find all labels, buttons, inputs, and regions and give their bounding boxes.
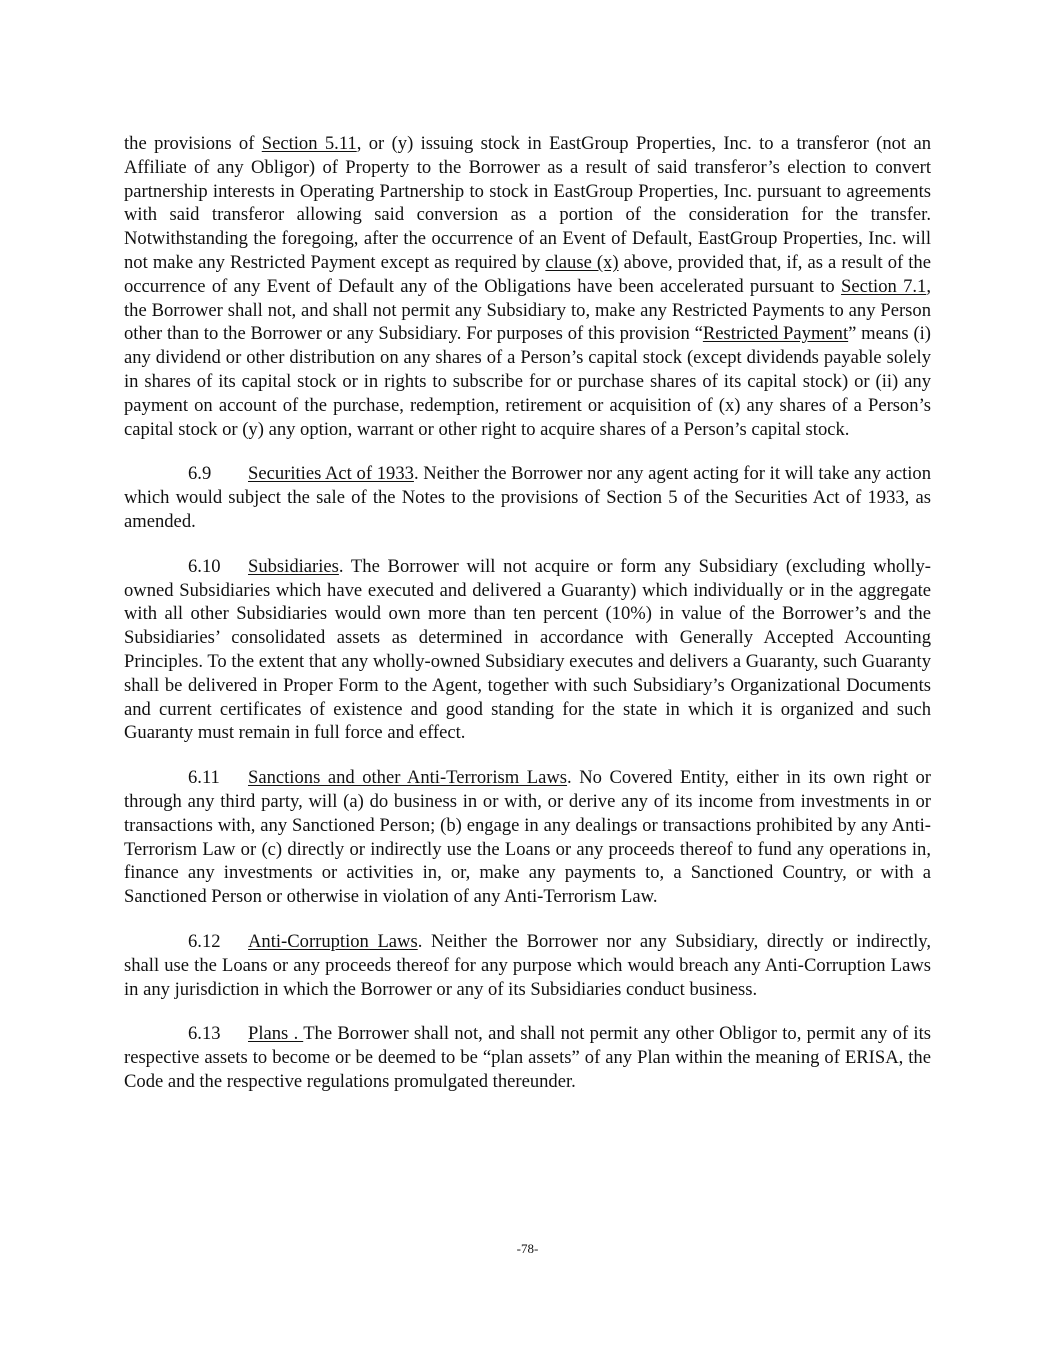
section-number: 6.13 [188, 1023, 221, 1045]
section-heading: Subsidiaries [248, 555, 339, 577]
section-heading: Securities Act of 1933 [248, 463, 414, 485]
section-6-11 [124, 766, 931, 909]
section-heading: Sanctions and other Anti-Terrorism Laws [248, 767, 568, 789]
section-6-9 [124, 462, 931, 533]
text-run: , the Borrower shall not, and shall not permit any Subsidiary to, make any Restricted Payments to any Person other than to the Borrower or any Subsidiary. For purposes of this provision “ [124, 275, 931, 345]
section-heading: Plans . [248, 1023, 304, 1045]
defined-term: Restricted Payment [702, 323, 849, 345]
section-number: 6.12 [188, 930, 221, 952]
section-reference: Section 5.11 [261, 133, 357, 154]
section-6-12 [124, 930, 931, 1001]
section-reference: Section 7.1 [841, 275, 927, 297]
text-run: above, provided that, if, as a result of the occurrence of any Event of Default any of the Obligations have been accelerated pursuant to [124, 251, 931, 297]
paragraph-restricted-payments [124, 132, 931, 441]
page-number: -78- [516, 1241, 539, 1256]
section-body: . Neither the Borrower nor any Subsidiary, directly or indirectly, shall use the Loans or any proceeds thereof for any purpose which would breach any Anti-Corruption Laws in any jurisdiction in which the Borrower or any of its Subsidiaries conduct business. [124, 930, 931, 1000]
section-number: 6.11 [188, 767, 220, 789]
section-body: . Neither the Borrower nor any agent acting for it will take any action which would subject the sale of the Notes to the provisions of Section 5 of the Securities Act of 1933, as amended. [124, 463, 931, 532]
text-run: , or (y) issuing stock in EastGroup Properties, Inc. to a transferor (not an Affiliate of any Obligor) of Property to the Borrower as a result of said transferor’s election to convert partnership interests in Operating Partnership to stock in EastGroup Properties, Inc. pursuant to agreements with said transferor allowing said conversion as a portion of the consideration for the transfer. Notwithstanding the foregoing, after the occurrence of an Event of Default, EastGroup Properties, Inc. will not make any Restricted Payment except as required by [124, 133, 931, 273]
clause-reference: clause (x) [545, 251, 619, 273]
text-run: the provisions of [124, 133, 262, 154]
section-number: 6.9 [188, 463, 212, 485]
section-body: . The Borrower will not acquire or form any Subsidiary (excluding wholly-owned Subsidiaries which have executed and delivered a Guaranty) which individually or in the aggregate with all other Subsidiaries would own more than ten percent (10%) in value of the Borrower’s and the Subsidiaries’ consolidated assets as determined in accordance with Generally Accepted Accounting Principles. To the extent that any wholly-owned Subsidiary executes and delivers a Guaranty, such Guaranty shall be delivered in Proper Form to the Agent, together with such Subsidiary’s Organizational Documents and current certificates of existence and good standing for the state in which it is organized and such Guaranty must remain in full force and effect. [124, 555, 931, 744]
section-heading: Anti-Corruption Laws [248, 930, 418, 952]
section-body: . No Covered Entity, either in its own right or through any third party, will (a) do business in or with, or derive any of its income from investments in or transactions with, any Sanctioned Person; (b) engage in any dealings or transactions prohibited by any Anti-Terrorism Law or (c) directly or indirectly use the Loans or any proceeds thereof to fund any operations in, finance any investments or activities in, or, make any payments to, a Sanctioned Country, or with a Sanctioned Person or otherwise in violation of any Anti-Terrorism Law. [124, 767, 931, 908]
document-page [124, 132, 931, 1094]
text-run: ” means (i) any dividend or other distribution on any shares of a Person’s capital stock (except dividends payable solely in shares of its capital stock or in rights to subscribe for or purchase shares of its capital stock) or (ii) any payment on account of the purchase, redemption, retirement or acquisition of (x) any shares of a Person’s capital stock or (y) any option, warrant or other right to acquire shares of a Person’s capital stock. [124, 323, 931, 440]
section-body: The Borrower shall not, and shall not permit any other Obligor to, permit any of its respective assets to become or be deemed to be “plan assets” of any Plan within the meaning of ERISA, the Code and the respective regulations promulgated thereunder. [124, 1023, 931, 1092]
section-number: 6.10 [188, 555, 221, 577]
section-6-13 [124, 1022, 931, 1093]
section-6-10 [124, 555, 931, 745]
